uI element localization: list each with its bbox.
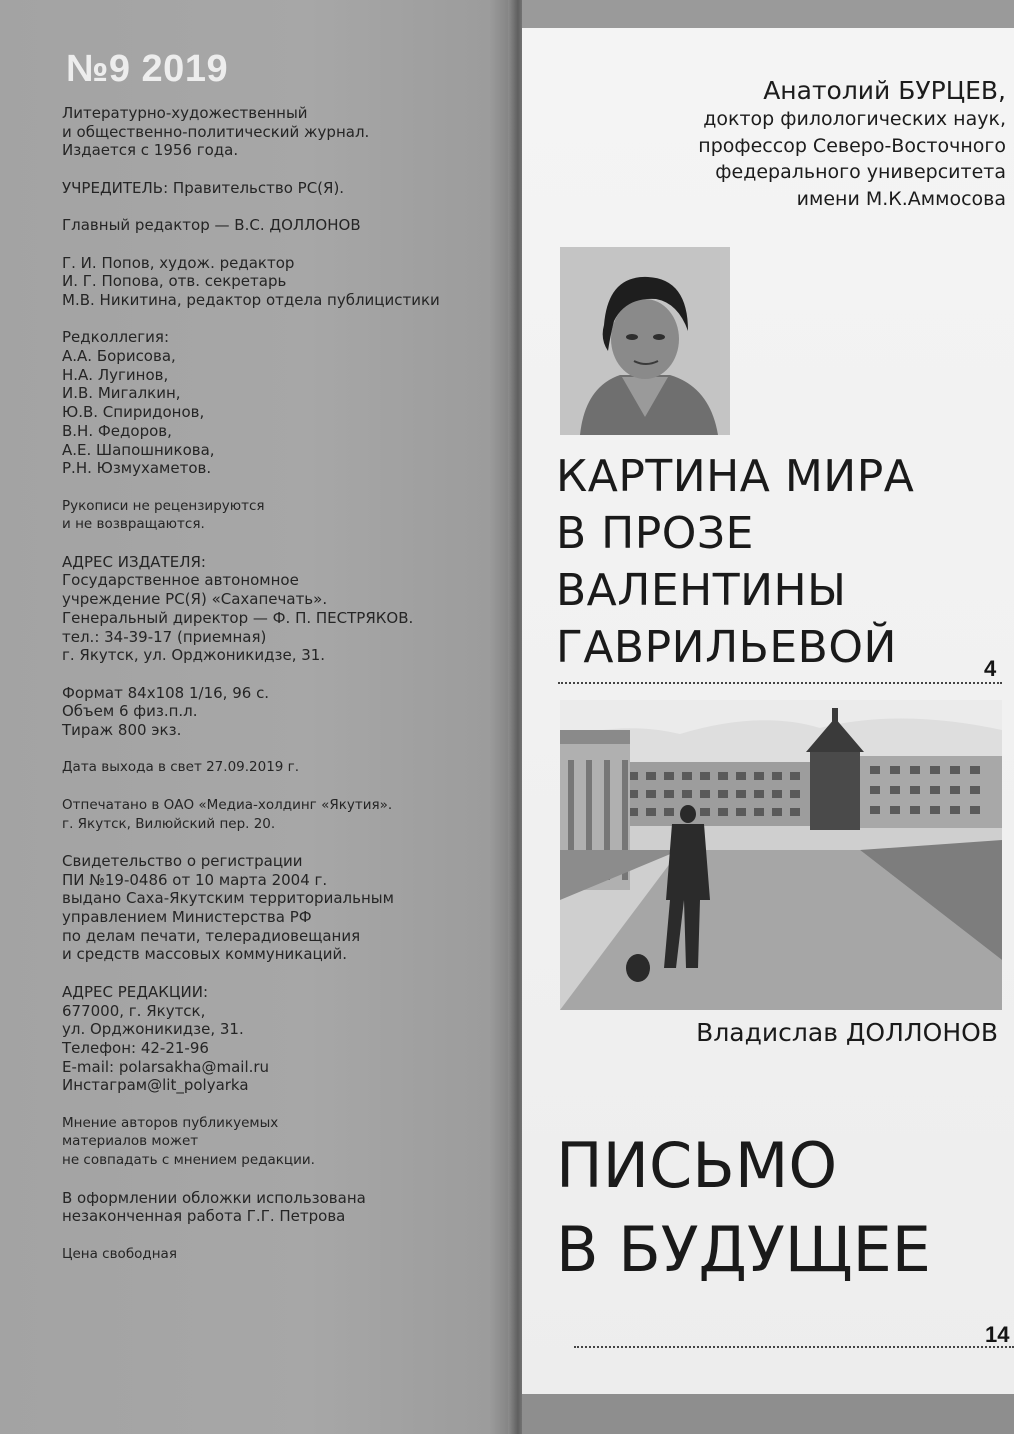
- price: [62, 1245, 502, 1264]
- article1-title-line: ВАЛЕНТИНЫ: [556, 565, 847, 616]
- street-scene-illustration: [560, 700, 1002, 1010]
- editorial-line: 677000, г. Якутск,: [62, 1001, 206, 1020]
- board-heading: Редколлегия:: [62, 328, 169, 347]
- founder: [62, 179, 502, 198]
- release-date-line: Дата выхода в свет 27.09.2019 г.: [62, 759, 300, 776]
- right-page-bottom-edge: [522, 1394, 1014, 1434]
- article2-title[interactable]: [556, 1124, 931, 1292]
- note-line: и не возвращаются.: [62, 516, 205, 533]
- registration-line: выдано Саха-Якутским территориальным: [62, 889, 394, 908]
- board-member: А.Е. Шапошникова,: [62, 440, 215, 459]
- dotted-leader: [574, 1346, 1014, 1348]
- author-credential: профессор Северо-Восточного: [698, 134, 1006, 157]
- board-member: Н.А. Лугинов,: [62, 365, 169, 384]
- registration-certificate: [62, 852, 502, 964]
- board-member: В.Н. Федоров,: [62, 421, 172, 440]
- editorial-board: [62, 328, 502, 478]
- release-date: [62, 758, 502, 777]
- issue-number: №9 2019: [66, 48, 229, 90]
- cover-line: В оформлении обложки использована: [62, 1188, 366, 1207]
- opinion-line: Мнение авторов публикуемых: [62, 1114, 279, 1131]
- portrait-illustration: [560, 247, 730, 435]
- editorial-line: ул. Орджоникидзе, 31.: [62, 1020, 244, 1039]
- staff-item: И. Г. Попова, отв. секретарь: [62, 272, 287, 291]
- chief-editor-line: Главный редактор — В.С. ДОЛЛОНОВ: [62, 216, 361, 235]
- imprint-line: Литературно-художественный: [62, 104, 308, 122]
- opinion-disclaimer: [62, 1114, 502, 1170]
- editorial-line: Телефон: 42-21-96: [62, 1038, 209, 1057]
- registration-line: по делам печати, телерадиовещания: [62, 926, 361, 945]
- format-line: Объем 6 физ.п.л.: [62, 702, 198, 721]
- article1-author: [698, 76, 1006, 212]
- publisher-line: тел.: 34-39-17 (приемная): [62, 627, 267, 646]
- imprint-block: [62, 104, 502, 1282]
- staff-item: М.В. Никитина, редактор отдела публицистики: [62, 290, 440, 309]
- article2-author: Владислав ДОЛЛОНОВ: [696, 1018, 998, 1047]
- printing-info: [62, 796, 502, 833]
- article1-title-line: КАРТИНА МИРА: [556, 451, 915, 502]
- publisher-line: Государственное автономное: [62, 571, 299, 590]
- staff-item: Г. И. Попов, худож. редактор: [62, 253, 295, 272]
- cover-note: [62, 1189, 502, 1226]
- author-name: Анатолий БУРЦЕВ,: [763, 76, 1006, 105]
- right-page-top-edge: [522, 0, 1014, 28]
- article1-title[interactable]: [556, 448, 914, 676]
- note-line: Рукописи не рецензируются: [62, 497, 265, 514]
- article1-title-line: В ПРОЗЕ: [556, 508, 754, 559]
- cover-line: незаконченная работа Г.Г. Петрова: [62, 1207, 346, 1226]
- author-credential: доктор филологических наук,: [703, 108, 1006, 130]
- article1-page-number[interactable]: 4: [984, 656, 997, 681]
- board-member: Р.Н. Юзмухаметов.: [62, 459, 212, 478]
- publisher-line: г. Якутск, ул. Орджоникидзе, 31.: [62, 646, 326, 665]
- article2-title-line: ПИСЬМО: [556, 1129, 838, 1202]
- board-member: А.А. Борисова,: [62, 347, 176, 366]
- registration-line: управлением Министерства РФ: [62, 908, 312, 927]
- manuscripts-note: [62, 497, 502, 534]
- editorial-address: [62, 983, 502, 1095]
- author-portrait-photo: [560, 247, 730, 435]
- editorial-line: E-mail: polarsakha@mail.ru: [62, 1057, 270, 1076]
- publisher-line: Генеральный директор — Ф. П. ПЕСТРЯКОВ.: [62, 608, 414, 627]
- board-member: И.В. Мигалкин,: [62, 384, 181, 403]
- editorial-line: АДРЕС РЕДАКЦИИ:: [62, 982, 209, 1001]
- price-line: Цена свободная: [62, 1245, 177, 1262]
- imprint-line: Издается с 1956 года.: [62, 141, 239, 160]
- printing-line: г. Якутск, Вилюйский пер. 20.: [62, 815, 276, 832]
- dotted-leader: [558, 682, 1002, 684]
- opinion-line: не совпадать с мнением редакции.: [62, 1152, 315, 1169]
- board-member: Ю.В. Спиридонов,: [62, 403, 205, 422]
- street-photo: [560, 700, 1002, 1010]
- format-line: Формат 84x108 1/16, 96 с.: [62, 683, 270, 702]
- article1-title-line: ГАВРИЛЬЕВОЙ: [556, 622, 897, 673]
- author-credential: федерального университета: [715, 161, 1006, 183]
- editorial-line: Инстаграм@lit_polyarka: [62, 1076, 249, 1095]
- chief-editor: [62, 216, 502, 235]
- publisher-address: [62, 553, 502, 665]
- imprint-line: и общественно-политический журнал.: [62, 122, 370, 141]
- founder-line: УЧРЕДИТЕЛЬ: Правительство РС(Я).: [62, 178, 345, 197]
- author-credential: имени М.К.Аммосова: [796, 187, 1006, 210]
- publisher-line: АДРЕС ИЗДАТЕЛЯ:: [62, 552, 206, 571]
- journal-description: [62, 104, 502, 160]
- registration-line: ПИ №19-0486 от 10 марта 2004 г.: [62, 870, 328, 889]
- printing-line: Отпечатано в ОАО «Медиа-холдинг «Якутия».: [62, 796, 393, 813]
- article2-page-number[interactable]: 14: [985, 1322, 1010, 1347]
- opinion-line: материалов может: [62, 1133, 199, 1150]
- registration-line: и средств массовых коммуникаций.: [62, 945, 348, 964]
- article2-title-line: В БУДУЩЕЕ: [556, 1213, 931, 1286]
- publisher-line: учреждение РС(Я) «Сахапечать».: [62, 590, 328, 609]
- format-line: Тираж 800 экз.: [62, 721, 182, 740]
- staff-list: [62, 254, 502, 310]
- format-info: [62, 684, 502, 740]
- registration-line: Свидетельство о регистрации: [62, 851, 303, 870]
